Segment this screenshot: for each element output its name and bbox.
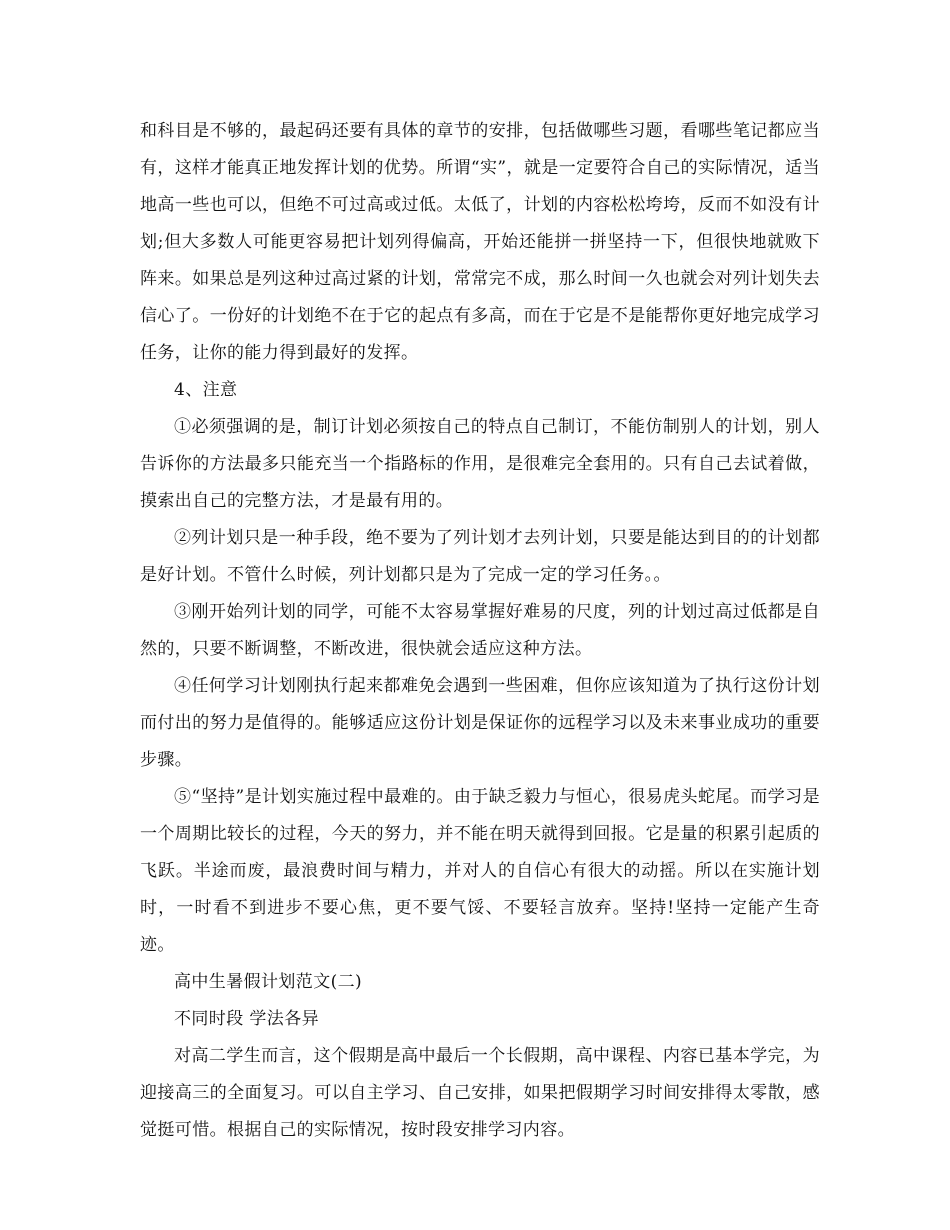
paragraph-continuation: 和科目是不够的，最起码还要有具体的章节的安排，包括做哪些习题，看哪些笔记都应当有，这样才能真正地发挥计划的优势。所谓“实”，就是一定要符合自己的实际情况，适当地高一些也可以，但绝不可过高或过低。太低了，计划的内容松松垮垮，反而不如没有计划;但大多数人可能更容易把计划列得偏高，开始还能拼一拼坚持一下，但很快地就败下阵来。如果总是列这种过高过紧的计划，常常完不成，那么时间一久也就会对列计划失去信心了。一份好的计划绝不在于它的起点有多高，而在于它是不是能帮你更好地完成学习任务，让你的能力得到最好的发挥。 [140, 121, 820, 363]
note-item-1: ①必须强调的是，制订计划必须按自己的特点自己制订，不能仿制别人的计划，别人告诉你的方法最多只能充当一个指路标的作用，是很难完全套用的。只有自己去试着做，摸索出自己的完整方法，才是最有用的。 [140, 417, 820, 511]
note-item-4: ④任何学习计划刚执行起来都难免会遇到一些困难，但你应该知道为了执行这份计划而付出的努力是值得的。能够适应这份计划是保证你的远程学习以及未来事业成功的重要步骤。 [140, 676, 820, 770]
document-body [140, 113, 820, 1149]
note-item-3: ③刚开始列计划的同学，可能不太容易掌握好难易的尺度，列的计划过高过低都是自然的，只要不断调整，不断改进，很快就会适应这种方法。 [140, 602, 820, 659]
note-item-5: ⑤“坚持”是计划实施过程中最难的。由于缺乏毅力与恒心，很易虎头蛇尾。而学习是一个周期比较长的过程，今天的努力，并不能在明天就得到回报。它是量的积累引起质的飞跃。半途而废，最浪费时间与精力，并对人的自信心有很大的动摇。所以在实施计划时，一时看不到进步不要心焦，更不要气馁、不要轻言放弃。坚持!坚持一定能产生奇迹。 [140, 787, 820, 955]
note-item-2: ②列计划只是一种手段，绝不要为了列计划才去列计划，只要是能达到目的的计划都是好计划。不管什么时候，列计划都只是为了完成一定的学习任务。。 [140, 528, 820, 585]
section-heading-notes: 4、注意 [174, 380, 238, 400]
section-subheading: 不同时段 学法各异 [174, 1009, 320, 1029]
section-heading-sample-two: 高中生暑假计划范文(二) [174, 972, 363, 992]
paragraph-intro: 对高二学生而言，这个假期是高中最后一个长假期，高中课程、内容已基本学完，为迎接高三的全面复习。可以自主学习、自己安排，如果把假期学习时间安排得太零散，感觉挺可惜。根据自己的实际情况，按时段安排学习内容。 [140, 1046, 820, 1140]
